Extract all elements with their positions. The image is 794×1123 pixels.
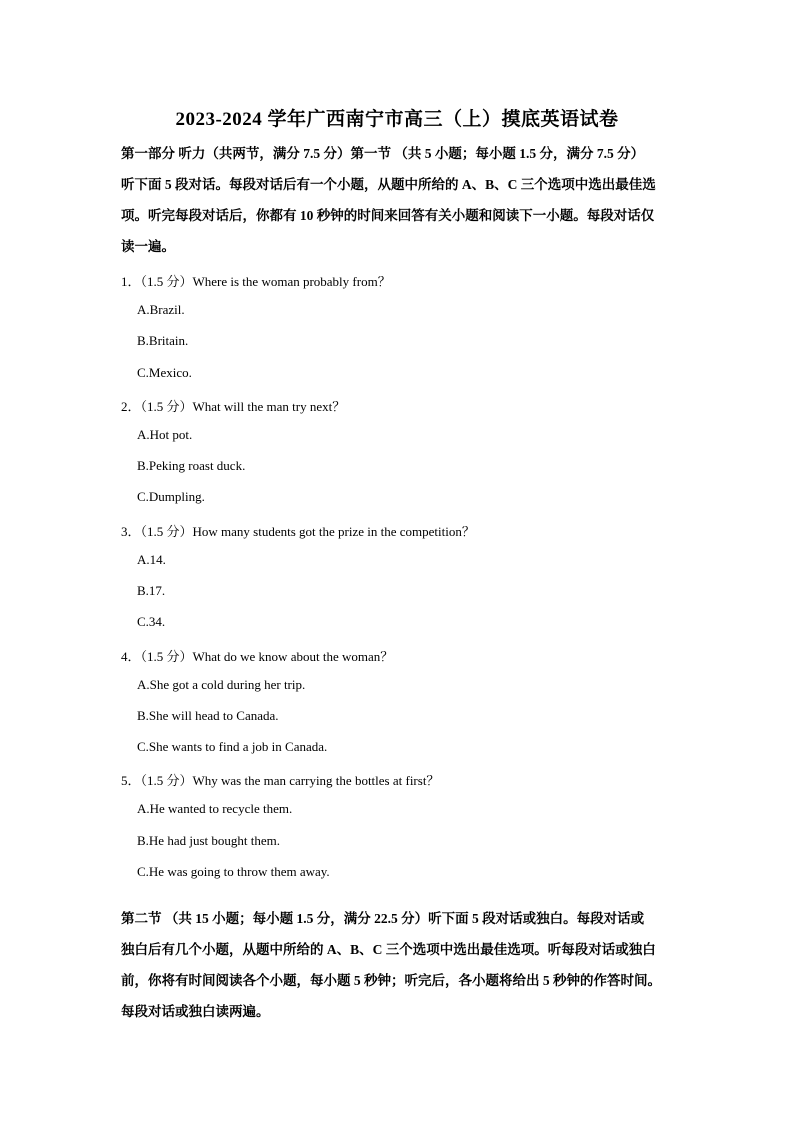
question-3: 3．（1.5 分）How many students got the prize in the competition？ — [121, 524, 475, 539]
option-5c: C.He was going to throw them away. — [137, 864, 330, 879]
instruction-line: 项。听完每段对话后，你都有 10 秒钟的时间来回答有关小题和阅读下一小题。每段对话仅 — [121, 208, 655, 223]
section-two-instructions — [121, 903, 681, 1027]
section-one-instructions — [121, 138, 681, 262]
instruction-line: 读一遍。 — [121, 239, 175, 254]
instruction-line: 听下面 5 段对话。每段对话后有一个小题，从题中所给的 A、B、C 三个选项中选出最佳选 — [121, 177, 656, 192]
question-5: 5．（1.5 分）Why was the man carrying the bottles at first？ — [121, 773, 440, 788]
option-2a: A.Hot pot. — [137, 427, 193, 442]
option-3b: B.17. — [137, 583, 166, 598]
option-3c: C.34. — [137, 614, 166, 629]
question-1: 1．（1.5 分）Where is the woman probably from？ — [121, 274, 391, 289]
option-4c: C.She wants to find a job in Canada. — [137, 739, 328, 754]
option-4a: A.She got a cold during her trip. — [137, 677, 306, 692]
option-1b: B.Britain. — [137, 333, 189, 348]
option-1a: A.Brazil. — [137, 302, 185, 317]
option-5b: B.He had just bought them. — [137, 833, 280, 848]
option-3a: A.14. — [137, 552, 166, 567]
question-4: 4．（1.5 分）What do we know about the woman？ — [121, 649, 394, 664]
option-4b: B.She will head to Canada. — [137, 708, 279, 723]
option-1c: C.Mexico. — [137, 365, 192, 380]
instruction-line: 独白后有几个小题，从题中所给的 A、B、C 三个选项中选出最佳选项。听每段对话或独白 — [121, 942, 656, 957]
exam-title: 2023-2024 学年广西南宁市高三（上）摸底英语试卷 — [175, 109, 619, 130]
instruction-line: 每段对话或独白读两遍。 — [121, 1004, 270, 1019]
option-5a: A.He wanted to recycle them. — [137, 801, 293, 816]
instruction-line: 第二节 （共 15 小题；每小题 1.5 分，满分 22.5 分）听下面 5 段对话或独白。每段对话或 — [121, 911, 645, 926]
option-2c: C.Dumpling. — [137, 489, 205, 504]
instruction-line: 前，你将有时间阅读各个小题，每小题 5 秒钟；听完后，各小题将给出 5 秒钟的作答时间。 — [121, 973, 661, 988]
option-2b: B.Peking roast duck. — [137, 458, 246, 473]
instruction-line: 第一部分 听力（共两节，满分 7.5 分）第一节 （共 5 小题；每小题 1.5 分，满分 7.5 分） — [121, 146, 645, 161]
question-2: 2．（1.5 分）What will the man try next？ — [121, 399, 346, 414]
